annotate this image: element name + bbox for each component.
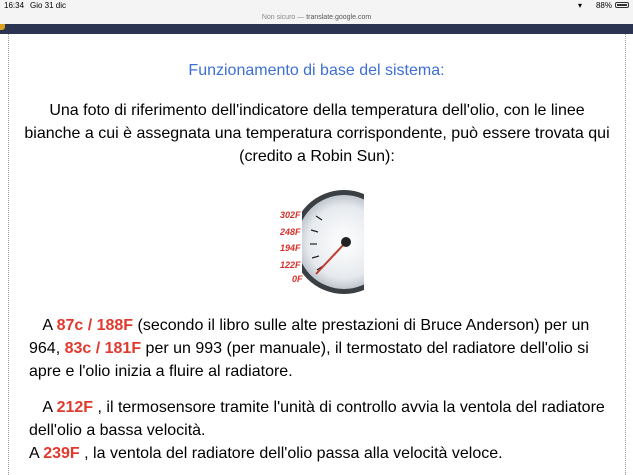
gauge-hub [341,237,351,247]
status-time: 16:34 [4,1,25,10]
text-run: A [42,399,57,416]
oil-temperature-gauge-image [272,186,364,298]
url-text[interactable]: translate.google.com [306,14,372,21]
status-date: Gio 31 dic [30,1,67,10]
gauge-label-0f: 0F [292,274,303,284]
text-run: (secondo il libro sulle alte prestazioni di Bruce Anderson) per un 964, [29,317,590,357]
intro-paragraph: Una foto di riferimento dell'indicatore della temperatura dell'olio, con le linee bianche a cui è assegnata una temperatura corrispondente, può essere trovata qui (credito a Robin Sun): [24,102,610,165]
gauge-label-302f: 302F [280,210,301,220]
thermostat-paragraph [29,314,609,383]
fan-paragraph [29,396,609,465]
temp-value-low-fan: 212F [56,399,94,416]
battery-percentage: 88% [595,1,612,10]
temp-value-high-fan: 239F [43,445,80,462]
temp-value-964: 87c / 188F [56,317,134,334]
gauge-svg [272,186,364,298]
text-run: A [29,445,44,462]
status-bar [0,0,633,11]
wifi-icon: ▾ [577,1,582,10]
gauge-label-248f: 248F [280,227,301,237]
text-run: , la ventola del radiatore dell'olio passa alla velocità veloce. [79,445,503,462]
content-border-right [625,34,626,475]
security-label: Non sicuro — [261,14,305,21]
gauge-label-194f: 194F [280,243,301,253]
battery-icon [615,2,629,8]
gauge-label-122f: 122F [280,260,301,270]
address-bar[interactable] [0,11,633,24]
text-run: per un 993 (per manuale), il termostato del radiatore dell'olio si apre e l'olio inizia a fluire al radiatore. [29,340,589,380]
site-header-band [0,24,633,34]
temp-value-993: 83c / 181F [64,340,142,357]
section-title: Funzionamento di base del sistema: [188,62,445,79]
text-run: , il termosensore tramite l'unità di controllo avvia la ventola del radiatore dell'olio a bassa velocità. [29,399,605,439]
text-run: A [42,317,57,334]
content-border-left [8,34,9,475]
